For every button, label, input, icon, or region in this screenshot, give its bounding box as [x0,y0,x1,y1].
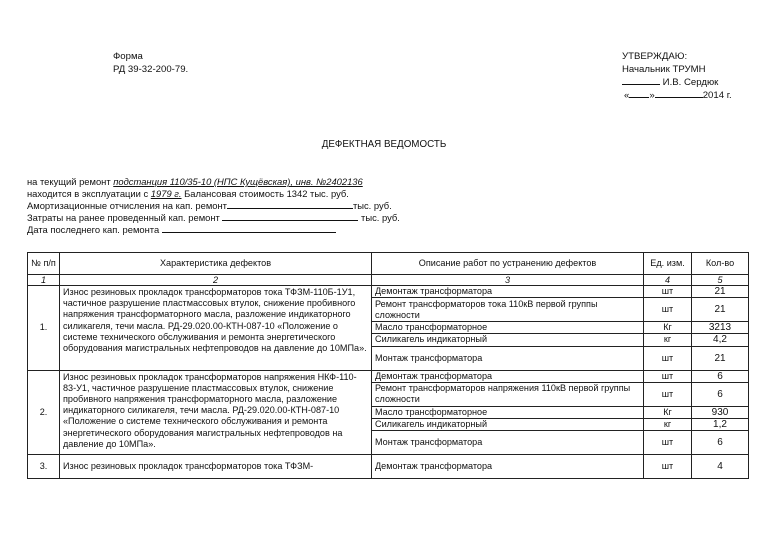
work-description: Демонтаж трансформатора [372,455,644,479]
repair-object-line [27,176,363,187]
row-number: 1. [28,286,60,371]
qty-cell: 21 [692,346,749,370]
qty-cell: 930 [692,406,749,418]
qty-cell: 1,2 [692,419,749,431]
work-description: Ремонт трансформаторов напряжения 110кВ первой группы сложности [372,382,644,406]
row-number: 3. [28,455,60,479]
work-description: Масло трансформаторное [372,322,644,334]
column-number: 1 [28,275,60,286]
defect-description: Износ резиновых прокладок трансформаторов тока ТФЗМ- [60,455,372,479]
qty-cell: 6 [692,370,749,382]
header-unit: Ед. изм. [644,253,692,275]
qty-cell: 6 [692,382,749,406]
last-repair-line [27,224,336,235]
column-number: 5 [692,275,749,286]
repair-object: подстанция 110/35-10 (НПС Кущёвская), инв. №2402136 [113,176,363,187]
amortization-blank [227,208,353,209]
column-number: 2 [60,275,372,286]
table-row [28,286,749,298]
unit-cell: шт [644,298,692,322]
operation-since-line [27,188,349,199]
header-works: Описание работ по устранению дефектов [372,253,644,275]
costs-unit: тыс. руб. [358,212,400,223]
unit-cell: Кг [644,406,692,418]
previous-costs-line [27,212,400,223]
defect-description: Износ резиновых прокладок трансформаторов тока ТФЗМ-110Б-1У1, частичное разрушение пластмассовых втулок, снижение пробивного напряжения трансформаторного масла, разложение индикаторного силикагеля, течи масла. РД-29.020.00-КТН-087-10 «Положение о системе технического обслуживания и ремонта энергетического оборудования магистральных нефтепроводов на давление до 10МПа». [60,286,372,371]
work-description: Монтаж трансформатора [372,346,644,370]
date-quote-close: » [649,90,655,101]
approval-date [624,90,732,101]
unit-cell: шт [644,382,692,406]
since-suffix: Балансовая стоимость 1342 тыс. руб. [181,188,349,199]
qty-cell: 21 [692,298,749,322]
approval-heading: УТВЕРЖДАЮ: [622,51,688,62]
unit-cell: шт [644,431,692,455]
header-defects: Характеристика дефектов [60,253,372,275]
qty-cell: 6 [692,431,749,455]
work-description: Масло трансформаторное [372,406,644,418]
work-description: Силикагель индикаторный [372,334,644,346]
unit-cell: шт [644,286,692,298]
costs-label: Затраты на ранее проведенный кап. ремонт [27,212,223,223]
work-description: Демонтаж трансформатора [372,370,644,382]
header-qty: Кол-во [692,253,749,275]
amortization-label: Амортизационные отчисления на кап. ремонт [27,200,227,211]
signature-line [622,77,718,88]
qty-cell: 4 [692,455,749,479]
signature-blank [622,84,660,85]
last-repair-label: Дата последнего кап. ремонта [27,224,162,235]
day-blank [629,97,649,98]
document-title: ДЕФЕКТНАЯ ВЕДОМОСТЬ [321,139,447,150]
column-numbers-row [28,275,749,286]
qty-cell: 3213 [692,322,749,334]
unit-cell: кг [644,334,692,346]
signer-name: И.В. Сердюк [662,77,719,88]
work-description: Демонтаж трансформатора [372,286,644,298]
table-row [28,370,749,382]
qty-cell: 21 [692,286,749,298]
work-description: Ремонт трансформаторов тока 110кВ первой группы сложности [372,298,644,322]
work-description: Монтаж трансформатора [372,431,644,455]
defect-description: Износ резиновых прокладок трансформаторов напряжения НКФ-110-83-У1, частичное разрушение пластмассовых втулок, снижение пробивного напряжения трансформаторного масла, разложение индикаторного силикагеля, течи масла. РД-29.020.00-КТН-087-10 «Положение о системе технического обслуживания и ремонта энергетического оборудования магистральных нефтепроводов на давление до 10МПа». [60,370,372,455]
unit-cell: шт [644,346,692,370]
form-code: РД 39-32-200-79. [113,64,189,75]
row-number: 2. [28,370,60,455]
amortization-line [27,200,392,211]
defects-table [27,252,749,479]
since-prefix: находится в эксплуатации с [27,188,151,199]
costs-blank [222,220,358,221]
amortization-unit: тыс. руб. [352,200,392,211]
unit-cell: Кг [644,322,692,334]
last-repair-blank [162,232,336,233]
month-blank [655,97,703,98]
repair-prefix: на текущий ремонт [27,176,114,187]
qty-cell: 4,2 [692,334,749,346]
header-num: № п/п [28,253,60,275]
form-label: Форма [113,51,143,62]
table-row [28,455,749,479]
unit-cell: шт [644,370,692,382]
since-year: 1979 г. [150,188,182,199]
date-quote-open: « [624,90,630,101]
unit-cell: шт [644,455,692,479]
work-description: Силикагель индикаторный [372,419,644,431]
unit-cell: кг [644,419,692,431]
column-number: 3 [372,275,644,286]
year-suffix: 2014 г. [702,90,732,101]
table-header-row [28,253,749,275]
approver-title: Начальник ТРУМН [622,64,706,75]
column-number: 4 [644,275,692,286]
